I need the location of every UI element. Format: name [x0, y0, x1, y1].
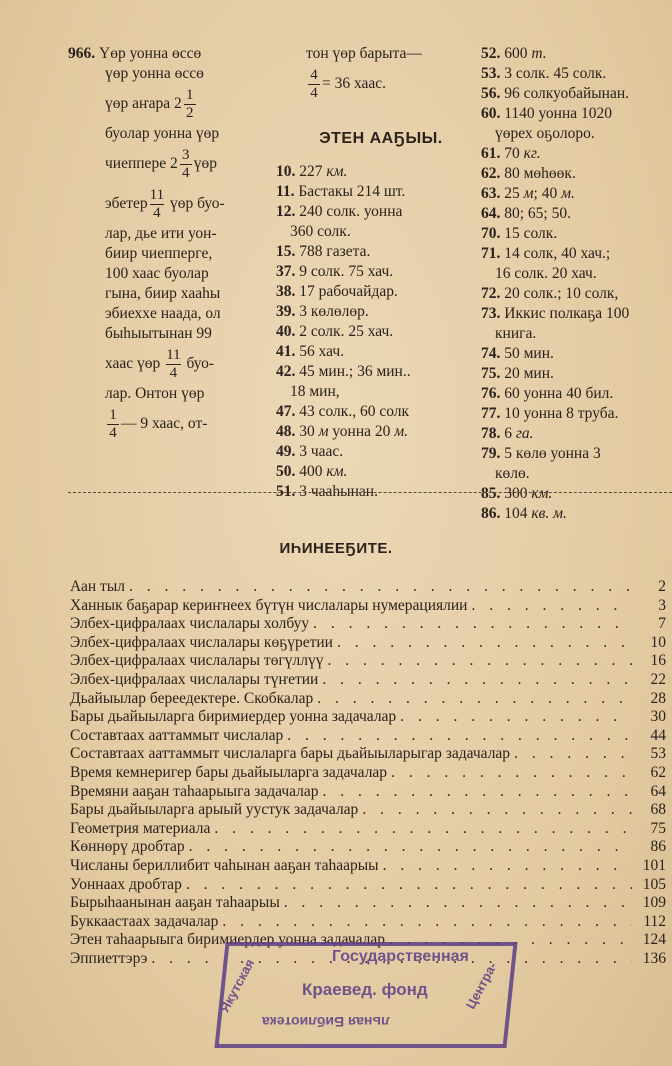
- problem-line: [68, 264, 274, 284]
- problem-966-column: [68, 44, 274, 444]
- toc-page-number: 136: [642, 949, 666, 967]
- answer-item: [481, 224, 671, 244]
- answer-text: 3 чааһынан.: [299, 483, 378, 500]
- toc-entry: [70, 690, 666, 709]
- toc-page-number: 30: [650, 708, 666, 726]
- answer-number: 60.: [481, 105, 501, 122]
- answer-item: [276, 362, 476, 382]
- unit: м.: [561, 185, 575, 202]
- answer-number: 38.: [276, 283, 296, 300]
- answer-item: [481, 364, 671, 384]
- toc-entry-title: Составтаах ааттаммыт числалар: [70, 726, 284, 744]
- problem-line: [276, 44, 476, 64]
- answer-item: [276, 162, 476, 182]
- toc-page-number: 28: [650, 689, 666, 707]
- toc-page-number: 105: [642, 875, 666, 893]
- answer-number: 73.: [481, 305, 501, 322]
- numerator: 3: [181, 146, 190, 163]
- toc-title: ИҺИНЕЕҔИТЕ.: [279, 540, 393, 557]
- answer-text: 50 мин.: [504, 345, 554, 362]
- line-text: эбетер: [105, 195, 148, 212]
- toc-entry-title: Аан тыл: [70, 578, 125, 595]
- answer-number: 51.: [276, 483, 296, 500]
- fraction: [308, 67, 320, 102]
- toc-page-number: 86: [650, 838, 666, 856]
- problem-line: [68, 144, 274, 184]
- answer-item: [481, 64, 671, 84]
- toc-page-number: 16: [650, 652, 666, 670]
- problem-line: [68, 384, 274, 404]
- problem-line: [276, 64, 476, 104]
- toc-entry: [70, 671, 666, 690]
- answer-number: 71.: [481, 245, 501, 262]
- answer-number: 42.: [276, 363, 296, 380]
- answer-item: [481, 44, 671, 64]
- unit: км.: [326, 463, 348, 480]
- answer-text: 3 көлөлөр.: [299, 303, 369, 320]
- unit: кг.: [523, 145, 541, 162]
- answer-number: 56.: [481, 85, 501, 102]
- stamp-text: Центра-: [462, 959, 500, 1012]
- answer-item: [276, 242, 476, 262]
- answer-item: [276, 462, 476, 482]
- line-text: тон үөр барыта—: [306, 45, 422, 62]
- toc-entry-title: Геометрия материала: [70, 819, 211, 837]
- answer-text: 60 уонна 40 бил.: [504, 385, 614, 402]
- answer-number: 72.: [481, 285, 501, 302]
- answer-number: 37.: [276, 263, 296, 280]
- answer-number: 10.: [276, 163, 296, 180]
- toc-entry-title: Эппиеттэрэ: [70, 949, 148, 967]
- answer-text: 14 солк, 40 хач.;: [504, 245, 611, 262]
- denominator: 4: [310, 84, 318, 101]
- toc-entry: [70, 876, 666, 895]
- toc-entry: [70, 894, 666, 913]
- answer-number: 41.: [276, 343, 296, 360]
- answer-item: [481, 324, 671, 344]
- answer-number: 53.: [481, 65, 501, 82]
- answer-number: 75.: [481, 365, 501, 382]
- answer-item: [276, 402, 476, 422]
- toc-entry-title: Числаны бериллибит чаһынан ааҕан таһаарыы: [70, 856, 379, 874]
- line-text: буо-: [182, 355, 215, 372]
- toc-entry-title: Уоннаах дробтар: [70, 875, 182, 893]
- toc-entry-title: Элбех-цифралаах числалары төгүллүү: [70, 652, 324, 670]
- stamp-text: Государственная: [332, 948, 469, 965]
- answer-text: 1140 уонна 1020: [504, 105, 613, 122]
- toc-entry: [70, 745, 666, 764]
- answer-text: үөрех оҕолоро.: [495, 125, 595, 142]
- toc-entry-title: Бырыһаанынан ааҕан таһаарыы: [70, 894, 280, 912]
- dot-leader: [400, 708, 632, 727]
- answer-item: [481, 204, 671, 224]
- dot-leader: [313, 615, 632, 634]
- toc-entry-title: Дьайыылар береедектере. Скобкалар: [70, 689, 314, 707]
- toc-entry-title: Время кемнеригер бары дьайыыларга задачалар: [70, 763, 388, 781]
- answer-text: 6: [504, 425, 516, 442]
- toc-entry: [70, 857, 666, 876]
- toc-entry-title: Бары дьайыыларга арыый уустук задачалар: [70, 801, 359, 819]
- problem-line: [68, 404, 274, 444]
- problem-line: [68, 244, 274, 264]
- answer-number: 50.: [276, 463, 296, 480]
- toc-page-number: 3: [658, 596, 666, 614]
- answer-number: 12.: [276, 203, 296, 220]
- answers-column-3: [481, 44, 671, 524]
- answer-text: 25: [504, 185, 524, 202]
- answer-number: 76.: [481, 385, 501, 402]
- answer-text: 2 солк. 25 хач.: [299, 323, 394, 340]
- line-text: үөр уонна өссө: [105, 65, 204, 82]
- toc-page-number: 22: [650, 670, 666, 688]
- answer-item: [276, 382, 476, 402]
- toc-entry-title: Буккаастаах задачалар: [70, 912, 219, 930]
- dot-leader: [328, 652, 632, 671]
- answer-number: 48.: [276, 423, 296, 440]
- line-text: буолар уонна үөр: [105, 125, 220, 142]
- line-text: үөр: [193, 155, 217, 172]
- answer-item: [276, 202, 476, 222]
- answer-item: [276, 222, 476, 242]
- answer-text: 16 солк. 20 хач.: [495, 265, 597, 282]
- problem-line: [68, 84, 274, 124]
- problem-line: [68, 64, 274, 84]
- answer-text: 9 солк. 75 хач.: [299, 263, 394, 280]
- answer-number: 64.: [481, 205, 501, 222]
- table-of-contents: [70, 578, 666, 968]
- toc-page-number: 44: [650, 726, 666, 744]
- toc-entry-title: Элбех-цифралаах числалары холбуу: [70, 615, 310, 633]
- fraction: [180, 147, 192, 182]
- answer-text: 15 солк.: [504, 225, 558, 242]
- answer-item: [481, 344, 671, 364]
- answer-text: уонна 20: [328, 423, 395, 440]
- answer-text: 80; 65; 50.: [504, 205, 571, 222]
- answer-item: [481, 164, 671, 184]
- dot-leader: [383, 857, 632, 876]
- line-text: лар, дье ити уон-: [105, 225, 217, 242]
- answer-item: [481, 104, 671, 124]
- answer-text: 3 чаас.: [299, 443, 344, 460]
- answer-text: 227: [299, 163, 327, 180]
- answer-number: 78.: [481, 425, 501, 442]
- toc-entry: [70, 820, 666, 839]
- fraction: [107, 407, 119, 442]
- toc-entry-title: Элбех-цифралаах числалары түҥетии: [70, 670, 319, 688]
- problem-number: 966.: [68, 45, 96, 62]
- answer-text: 10 уонна 8 труба.: [504, 405, 619, 422]
- line-text: гына, биир хааһы: [105, 285, 221, 302]
- unit: га.: [515, 425, 534, 442]
- answer-number: 49.: [276, 443, 296, 460]
- denominator: 4: [181, 164, 190, 181]
- answer-text: 17 рабочайдар.: [299, 283, 398, 300]
- unit: кв. м.: [531, 505, 567, 522]
- toc-entry: [70, 801, 666, 820]
- toc-entry-title: Элбех-цифралаах числалары көҕүретии: [70, 633, 333, 651]
- answer-text: ; 40: [533, 185, 562, 202]
- toc-page-number: 53: [650, 745, 666, 763]
- library-stamp: [212, 934, 512, 1048]
- toc-entry: [70, 783, 666, 802]
- dot-leader: [323, 783, 632, 802]
- toc-entry: [70, 727, 666, 746]
- dot-leader: [189, 838, 632, 857]
- answer-text: книга.: [495, 325, 537, 342]
- answer-text: 20 солк.; 10 солк,: [504, 285, 619, 302]
- fraction: [150, 187, 164, 222]
- line-text: чиеппере 2: [105, 155, 178, 172]
- answer-item: [276, 182, 476, 202]
- answer-item: [481, 404, 671, 424]
- answer-item: [481, 124, 671, 144]
- answers-heading: ЭТЕН ААҔЫЫ.: [319, 130, 443, 147]
- answer-text: 45 мин.; 36 мин..: [299, 363, 411, 380]
- answer-text: 70: [504, 145, 524, 162]
- problem-line: [68, 184, 274, 224]
- toc-page-number: 124: [642, 931, 666, 949]
- answer-text: 104: [504, 505, 532, 522]
- answer-number: 79.: [481, 445, 501, 462]
- line-text: үөр аҥара 2: [105, 95, 182, 112]
- dot-leader: [287, 727, 632, 746]
- toc-entry-title: Этен таһаарыыга биримиердер уонна задачалар: [70, 931, 386, 949]
- answer-text: 5 көлө уонна 3: [504, 445, 601, 462]
- toc-page-number: 10: [650, 633, 666, 651]
- numerator: 4: [310, 66, 318, 83]
- answer-item: [481, 244, 671, 264]
- stamp-text: Краевед. фонд: [302, 980, 428, 999]
- toc-entry: [70, 838, 666, 857]
- toc-entry: [70, 634, 666, 653]
- line-text: эбиехxе наада, ол: [105, 305, 221, 322]
- answer-text: көлө.: [495, 465, 530, 482]
- answer-item: [481, 464, 671, 484]
- answer-text: 20 мин.: [504, 365, 554, 382]
- line-text: лар. Онтон үөр: [105, 385, 205, 402]
- problem-line: [68, 344, 274, 384]
- answer-number: 52.: [481, 45, 501, 62]
- answer-text: Бастакы 214 шт.: [298, 183, 406, 200]
- dot-leader: [317, 690, 632, 709]
- toc-page-number: 101: [642, 856, 666, 874]
- dot-leader: [362, 801, 632, 820]
- answer-item: [276, 422, 476, 442]
- answer-text: 43 солк., 60 солк: [299, 403, 410, 420]
- problem-line: [68, 224, 274, 244]
- stamp-text: Якутская: [216, 956, 258, 1015]
- answer-number: 61.: [481, 145, 501, 162]
- answer-item: [481, 484, 671, 504]
- problem-line: [68, 284, 274, 304]
- dot-leader: [222, 913, 632, 932]
- fraction: [184, 87, 196, 122]
- unit: т.: [531, 45, 547, 62]
- answer-item: [481, 444, 671, 464]
- answer-item: [481, 504, 671, 524]
- line-text: хаас үөр: [105, 355, 165, 372]
- answer-number: 74.: [481, 345, 501, 362]
- problem-line: [68, 304, 274, 324]
- answer-number: 40.: [276, 323, 296, 340]
- toc-page-number: 68: [650, 801, 666, 819]
- dot-leader: [391, 764, 632, 783]
- dot-leader: [129, 578, 632, 597]
- answer-item: [481, 84, 671, 104]
- toc-entry-title: Составтаах ааттаммыт числаларга бары дьайыыларыгар задачалар: [70, 745, 511, 763]
- problem-line: [68, 124, 274, 144]
- toc-entry: [70, 652, 666, 671]
- section-divider: [68, 492, 672, 493]
- answer-item: [481, 184, 671, 204]
- dot-leader: [337, 634, 632, 653]
- toc-page-number: 109: [642, 894, 666, 912]
- line-text: = 36 хаас.: [322, 75, 387, 92]
- toc-entry: [70, 615, 666, 634]
- unit: м.: [394, 423, 409, 440]
- answer-number: 15.: [276, 243, 296, 260]
- toc-entry: [70, 764, 666, 783]
- stamp-text: льная Библиотека: [262, 1014, 390, 1030]
- dot-leader: [471, 597, 632, 616]
- numerator: 11: [149, 186, 165, 203]
- line-text: — 9 хаас, от-: [121, 415, 208, 432]
- unit: м: [318, 423, 329, 440]
- toc-entry-title: Көннөрү дробтар: [70, 838, 185, 856]
- answer-number: 85.: [481, 485, 501, 502]
- denominator: 2: [186, 104, 194, 121]
- answer-item: [276, 442, 476, 462]
- answer-text: 300: [504, 485, 532, 502]
- toc-entry-title: Времяни ааҕан таһаарыыга задачалар: [70, 782, 319, 800]
- answer-text: 788 газета.: [299, 243, 371, 260]
- answer-text: 18 мин,: [290, 383, 340, 400]
- toc-page-number: 75: [650, 819, 666, 837]
- numerator: 11: [166, 346, 181, 363]
- unit: км.: [531, 485, 553, 502]
- answer-item: [481, 384, 671, 404]
- numerator: 1: [186, 86, 194, 103]
- toc-page-number: 7: [658, 615, 666, 633]
- answer-number: 86.: [481, 505, 501, 522]
- problem-line: [68, 324, 274, 344]
- dot-leader: [284, 894, 632, 913]
- answer-number: 63.: [481, 185, 501, 202]
- answer-item: [481, 264, 671, 284]
- unit: км.: [326, 163, 348, 180]
- answer-item: [276, 342, 476, 362]
- toc-entry: [70, 708, 666, 727]
- problem-line: [68, 44, 274, 64]
- line-text: Үөр уонна өссө: [99, 45, 202, 62]
- toc-page-number: 2: [658, 578, 666, 595]
- line-text: биир чиепперге,: [105, 245, 213, 262]
- toc-entry-title: Ханнык баҕарар кериҥнеех бүтүн числалары нумерациялии: [70, 596, 468, 614]
- answer-text: 600: [504, 45, 532, 62]
- answer-number: 11.: [276, 183, 295, 200]
- toc-page-number: 62: [650, 763, 666, 781]
- toc-entry-title: Бары дьайыыларга биримиердер уонна задачалар: [70, 708, 397, 726]
- toc-page-number: 112: [643, 912, 666, 930]
- toc-entry: [70, 913, 666, 932]
- dot-leader: [322, 671, 632, 690]
- answer-text: 360 солк.: [290, 223, 351, 240]
- denominator: 4: [153, 204, 161, 221]
- dot-leader: [186, 876, 632, 895]
- answer-item: [481, 144, 671, 164]
- dot-leader: [214, 820, 632, 839]
- answer-text: 96 солкуобайынан.: [504, 85, 630, 102]
- answer-item: [276, 262, 476, 282]
- answer-text: Иккис полкаҕа 100: [504, 305, 630, 322]
- answer-item: [481, 424, 671, 444]
- fraction: [166, 347, 180, 382]
- toc-entry: [70, 578, 666, 597]
- answer-text: 3 солк. 45 солк.: [504, 65, 607, 82]
- denominator: 4: [169, 364, 178, 381]
- line-text: үөр буо-: [166, 195, 225, 212]
- line-text: быһыытынан 99: [105, 325, 212, 342]
- answer-number: 77.: [481, 405, 501, 422]
- toc-entry: [70, 597, 666, 616]
- answer-text: 30: [299, 423, 319, 440]
- answer-item: [276, 282, 476, 302]
- answer-item: [481, 284, 671, 304]
- answer-text: 400: [299, 463, 327, 480]
- answer-number: 39.: [276, 303, 296, 320]
- answer-text: 80 мөһөөк.: [504, 165, 576, 182]
- line-text: 100 хаас буолар: [105, 265, 209, 282]
- answer-text: 56 хач.: [299, 343, 345, 360]
- answer-item: [276, 302, 476, 322]
- answers-column-2: [276, 44, 476, 502]
- answer-number: 70.: [481, 225, 501, 242]
- toc-page-number: 64: [650, 782, 666, 800]
- numerator: 1: [109, 406, 117, 423]
- unit: м: [523, 185, 534, 202]
- answer-number: 62.: [481, 165, 501, 182]
- answer-text: 240 солк. уонна: [299, 203, 403, 220]
- dot-leader: [514, 745, 632, 764]
- answer-item: [276, 322, 476, 342]
- answer-number: 47.: [276, 403, 296, 420]
- answer-item: [481, 304, 671, 324]
- denominator: 4: [109, 424, 117, 441]
